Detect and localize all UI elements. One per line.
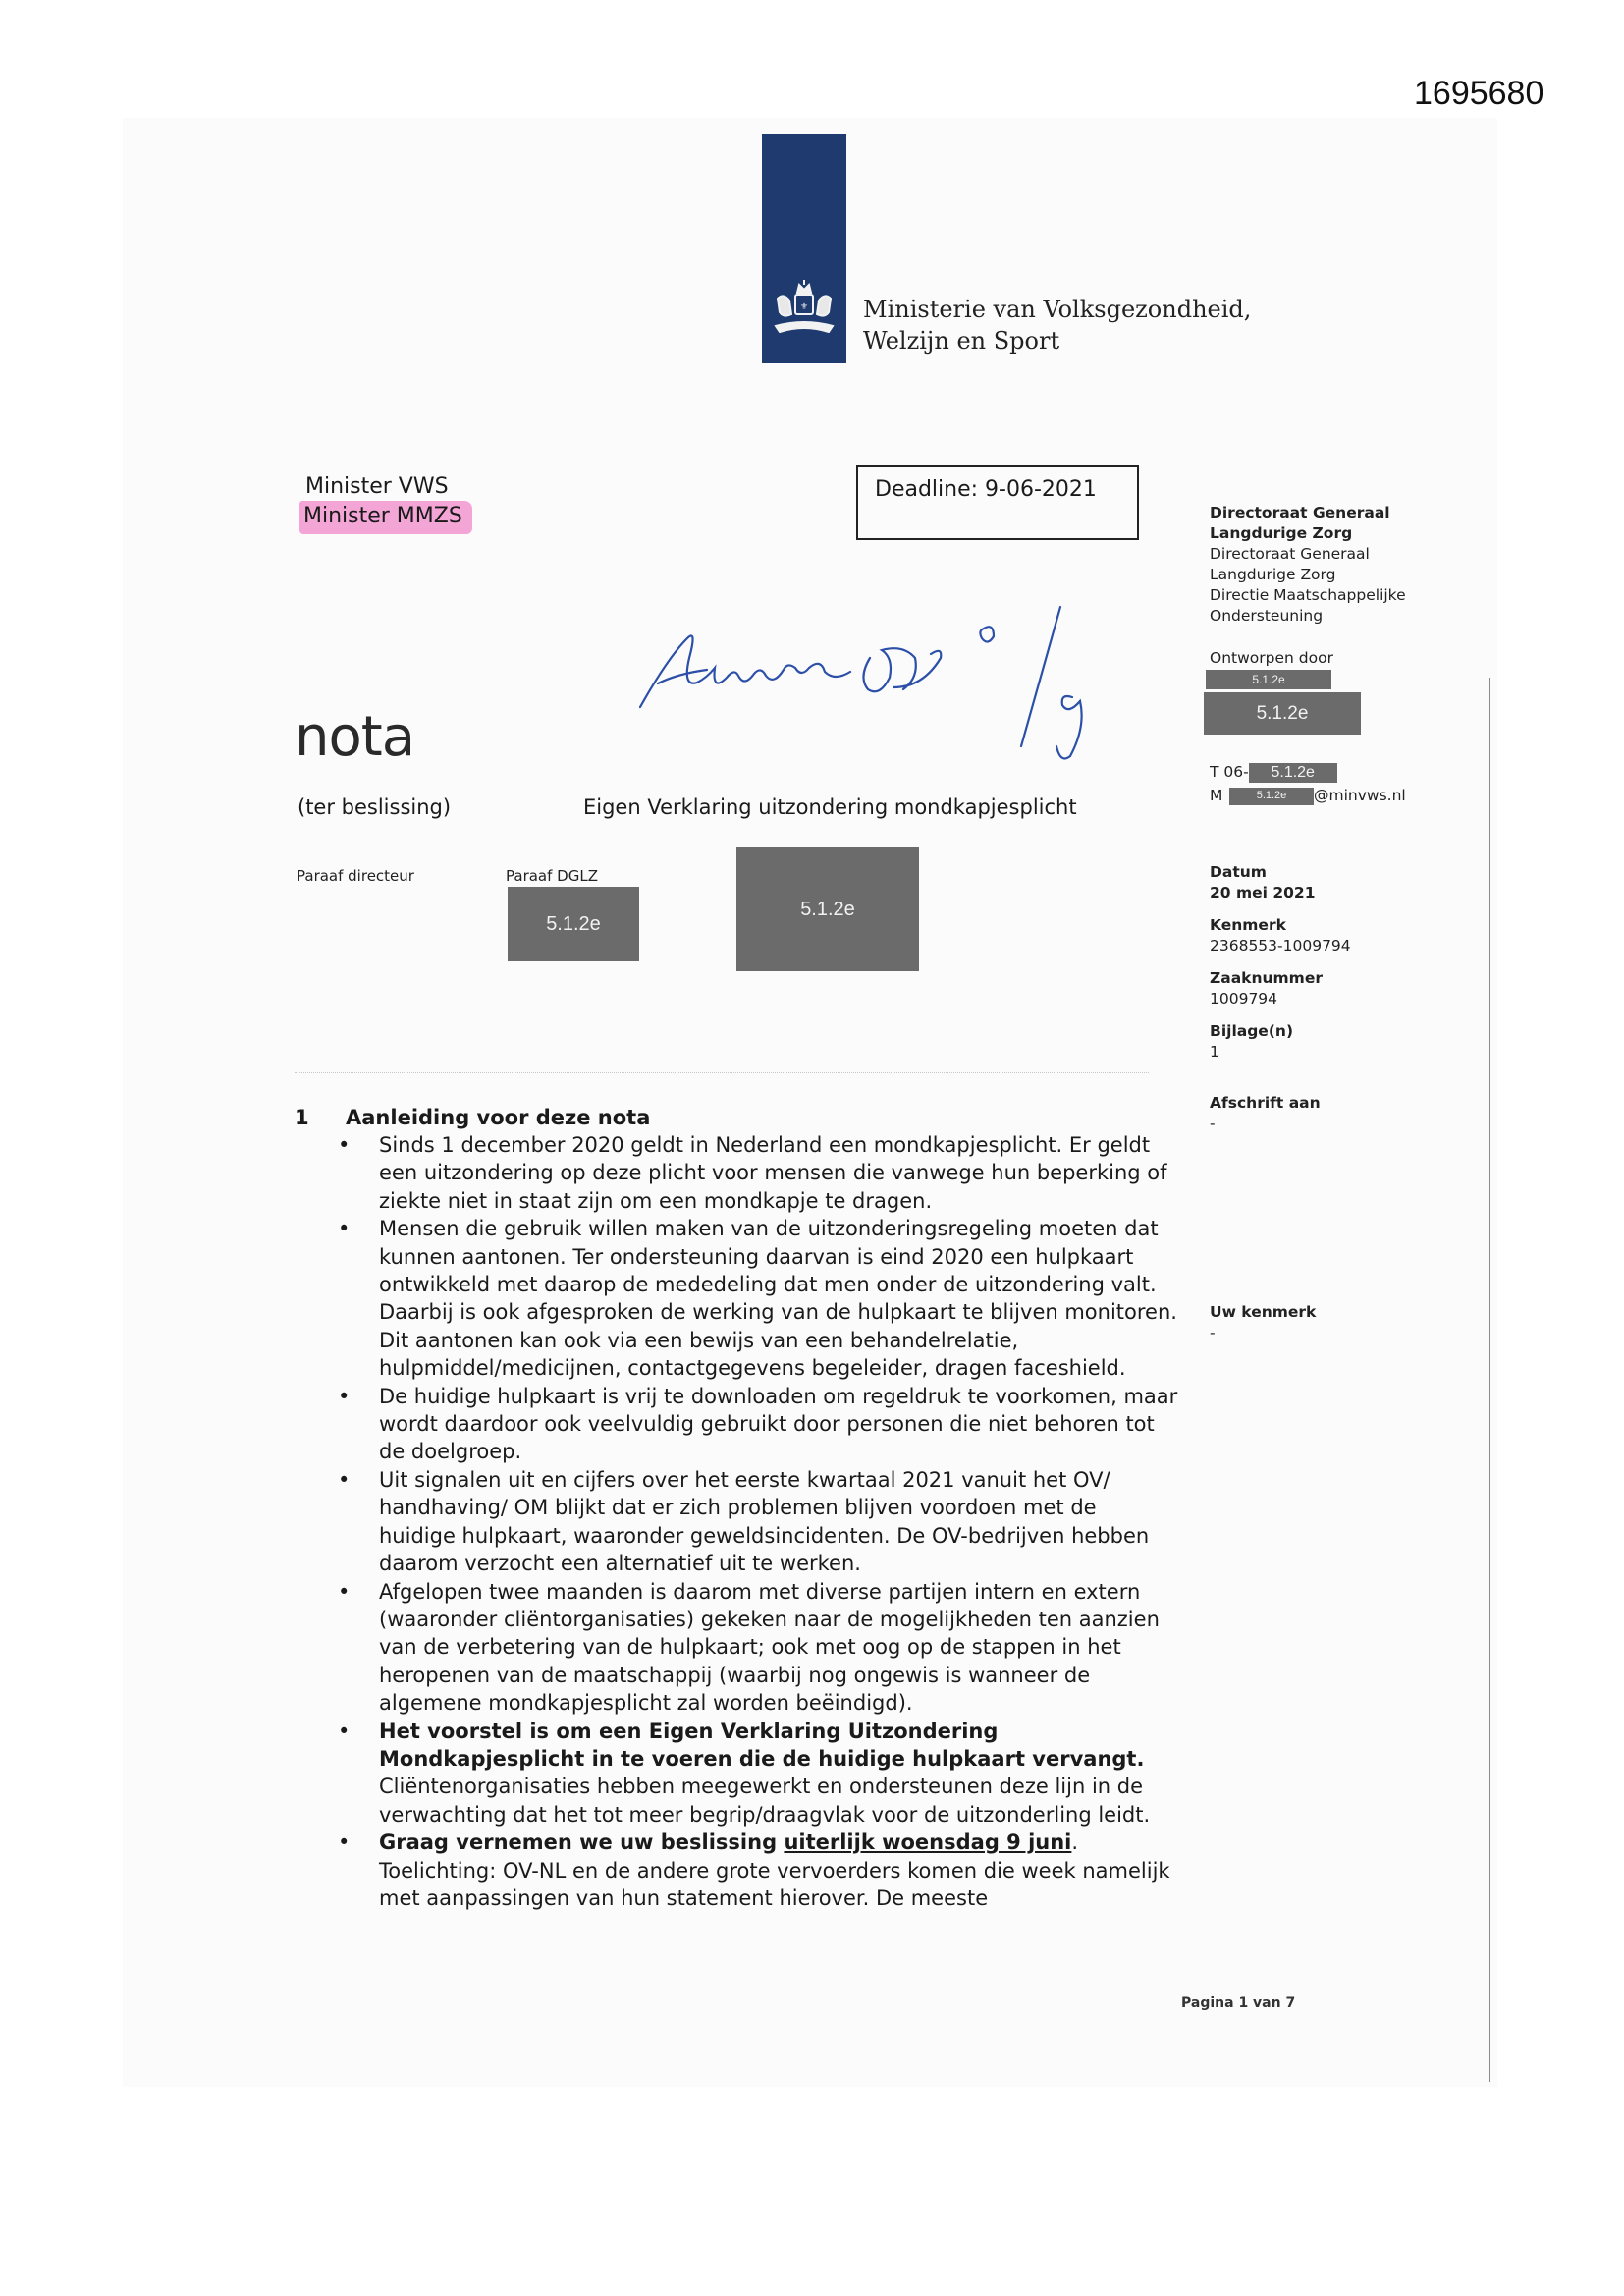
ministry-name-line2: Welzijn en Sport — [863, 327, 1060, 355]
field-bijlagen — [1210, 1021, 1293, 1063]
addressee-line-2-highlighted: Minister MMZS — [299, 501, 472, 534]
bullet-icon: • — [338, 1719, 351, 1743]
list-item-proposal: • Het voorstel is om een Eigen Verklaring Uitzondering Mondkapjesplicht in te voeren die de huidige hulpkaart vervangt. Cliëntenorganisaties hebben meegewerkt en ondersteunen deze lijn in de verwachting dat het tot meer begrip/draagvlak voor de uitzonderling leidt. — [338, 1719, 1151, 1827]
field-label: Zaaknummer — [1210, 969, 1323, 987]
redacted-block-paraaf-dglz: 5.1.2e — [508, 887, 639, 961]
field-value-date: 20 mei 2021 — [1210, 884, 1316, 902]
email-suffix: @minvws.nl — [1314, 787, 1406, 804]
handwritten-signature — [628, 599, 1139, 766]
svg-text:⚜: ⚜ — [799, 302, 809, 312]
section-heading — [295, 1106, 650, 1129]
field-value: 1 — [1210, 1043, 1219, 1061]
field-label: Datum — [1210, 863, 1267, 881]
list-item: • Uit signalen uit en cijfers over het eerste kwartaal 2021 vanuit het OV/ handhaving/ OM blijkt dat er zich problemen blijven voordoen met de huidige hulpkaart, waaronder geweldsincidenten. De OV-bedrijven hebben daarom verzocht een alternatief uit te werken. — [338, 1467, 1150, 1576]
field-value: 2368553-1009794 — [1210, 937, 1351, 955]
section-title: Aanleiding voor deze nota — [346, 1106, 651, 1129]
phone-prefix: T 06- — [1210, 763, 1249, 781]
section-divider — [295, 1072, 1149, 1073]
royal-crest-icon — [770, 279, 839, 342]
field-label: Kenmerk — [1210, 916, 1286, 934]
list-item-decision-request: • Graag vernemen we uw beslissing uiterlijk woensdag 9 juni. Toelichting: OV-NL en de andere grote vervoerders komen die week namelijk met aanpassingen van hun statement hierover. De meeste — [338, 1831, 1170, 1910]
redacted-email: 5.1.2e — [1229, 788, 1314, 805]
addressee-line-1: Minister VWS — [305, 474, 449, 499]
field-afschrift — [1210, 1093, 1321, 1134]
paraaf-directeur-label: Paraaf directeur — [297, 867, 414, 885]
email-prefix: M — [1210, 787, 1223, 804]
redacted-designer-large: 5.1.2e — [1204, 692, 1361, 735]
field-value: - — [1210, 1324, 1216, 1341]
field-zaaknummer — [1210, 968, 1323, 1010]
addressee-block — [305, 473, 472, 534]
section-number: 1 — [295, 1106, 309, 1129]
nota-type: (ter beslissing) — [298, 795, 452, 819]
ministry-name-line1: Ministerie van Volksgezondheid, — [863, 296, 1252, 323]
bullet-icon: • — [338, 1217, 351, 1241]
list-item: • Afgelopen twee maanden is daarom met diverse partijen intern en extern (waaronder cliëntorganisaties) gekeken naar de mogelijkheden ten aanzien van de verbetering van de hulpkaart; ook met oog op de stappen in het heropenen van de maatschappij (waarbij nog ongewis is wanneer de algemene mondkapjesplicht zal worden beëindigd). — [338, 1579, 1160, 1716]
nota-subject: Eigen Verklaring uitzondering mondkapjesplicht — [583, 795, 1077, 819]
redacted-phone: 5.1.2e — [1249, 763, 1337, 783]
field-value: 1009794 — [1210, 990, 1278, 1008]
field-kenmerk — [1210, 915, 1351, 957]
decision-deadline-underlined: uiterlijk woensdag 9 juni — [784, 1831, 1072, 1855]
organisation-block — [1210, 503, 1455, 627]
bullet-list — [334, 1131, 1178, 1912]
bullet-icon: • — [338, 1831, 351, 1855]
redacted-block-paraaf-2: 5.1.2e — [736, 847, 919, 971]
org-bold-line-2: Langdurige Zorg — [1210, 524, 1353, 542]
nota-title: nota — [295, 705, 415, 769]
field-value: - — [1210, 1115, 1216, 1132]
list-item: • Mensen die gebruik willen maken van de uitzonderingsregeling moeten dat kunnen aantonen. Ter ondersteuning daarvan is eind 2020 een hulpkaart ontwikkeld met daarop de mededeling dat men onder de uitzondering valt. Daarbij is ook afgesproken de werking van de hulpkaart te blijven monitoren. Dit aantonen kan ook via een bewijs van een behandelrelatie, hulpmiddel/medicijnen, contactgegevens begeleider, dragen faceshield. — [338, 1217, 1177, 1381]
deadline-box: Deadline: 9-06-2021 — [856, 465, 1139, 540]
paraaf-dglz-label: Paraaf DGLZ — [506, 867, 598, 885]
field-uw-kenmerk — [1210, 1302, 1316, 1343]
list-item: • De huidige hulpkaart is vrij te downloaden om regeldruk te voorkomen, maar wordt daardoor ook veelvuldig gebruikt door personen die niet behoren tot de doelgroep. — [338, 1384, 1178, 1464]
decision-bold-text: Graag vernemen we uw beslissing — [379, 1831, 785, 1855]
org-bold-line-1: Directoraat Generaal — [1210, 504, 1390, 521]
ministry-name — [863, 294, 1251, 356]
proposal-bold-text: Het voorstel is om een Eigen Verklaring Uitzondering Mondkapjesplicht in te voeren die de huidige hulpkaart vervangt. — [379, 1719, 1145, 1771]
org-line: Langdurige Zorg — [1210, 566, 1336, 583]
field-label: Uw kenmerk — [1210, 1303, 1317, 1321]
margin-line — [1489, 678, 1490, 2082]
org-line: Directie Maatschappelijke — [1210, 586, 1406, 604]
email-row — [1210, 786, 1406, 806]
document-id: 1695680 — [1414, 75, 1544, 112]
redacted-designer-small: 5.1.2e — [1206, 670, 1331, 689]
list-item: • Sinds 1 december 2020 geldt in Nederland een mondkapjesplicht. Er geldt een uitzondering op deze plicht voor mensen die vanwege hun beperking of ziekte niet in staat zijn om een mondkapje te dragen. — [338, 1133, 1167, 1213]
bullet-icon: • — [338, 1384, 351, 1408]
designed-by-label: Ontworpen door — [1210, 649, 1333, 667]
bullet-icon: • — [338, 1579, 351, 1604]
bullet-icon: • — [338, 1467, 351, 1492]
field-datum — [1210, 862, 1315, 903]
org-line: Directoraat Generaal — [1210, 545, 1370, 563]
field-label: Bijlage(n) — [1210, 1022, 1294, 1040]
field-label: Afschrift aan — [1210, 1094, 1321, 1112]
page-number: Pagina 1 van 7 — [1181, 1995, 1296, 2011]
phone-row — [1210, 762, 1337, 783]
org-line: Ondersteuning — [1210, 607, 1324, 625]
bullet-icon: • — [338, 1133, 351, 1157]
